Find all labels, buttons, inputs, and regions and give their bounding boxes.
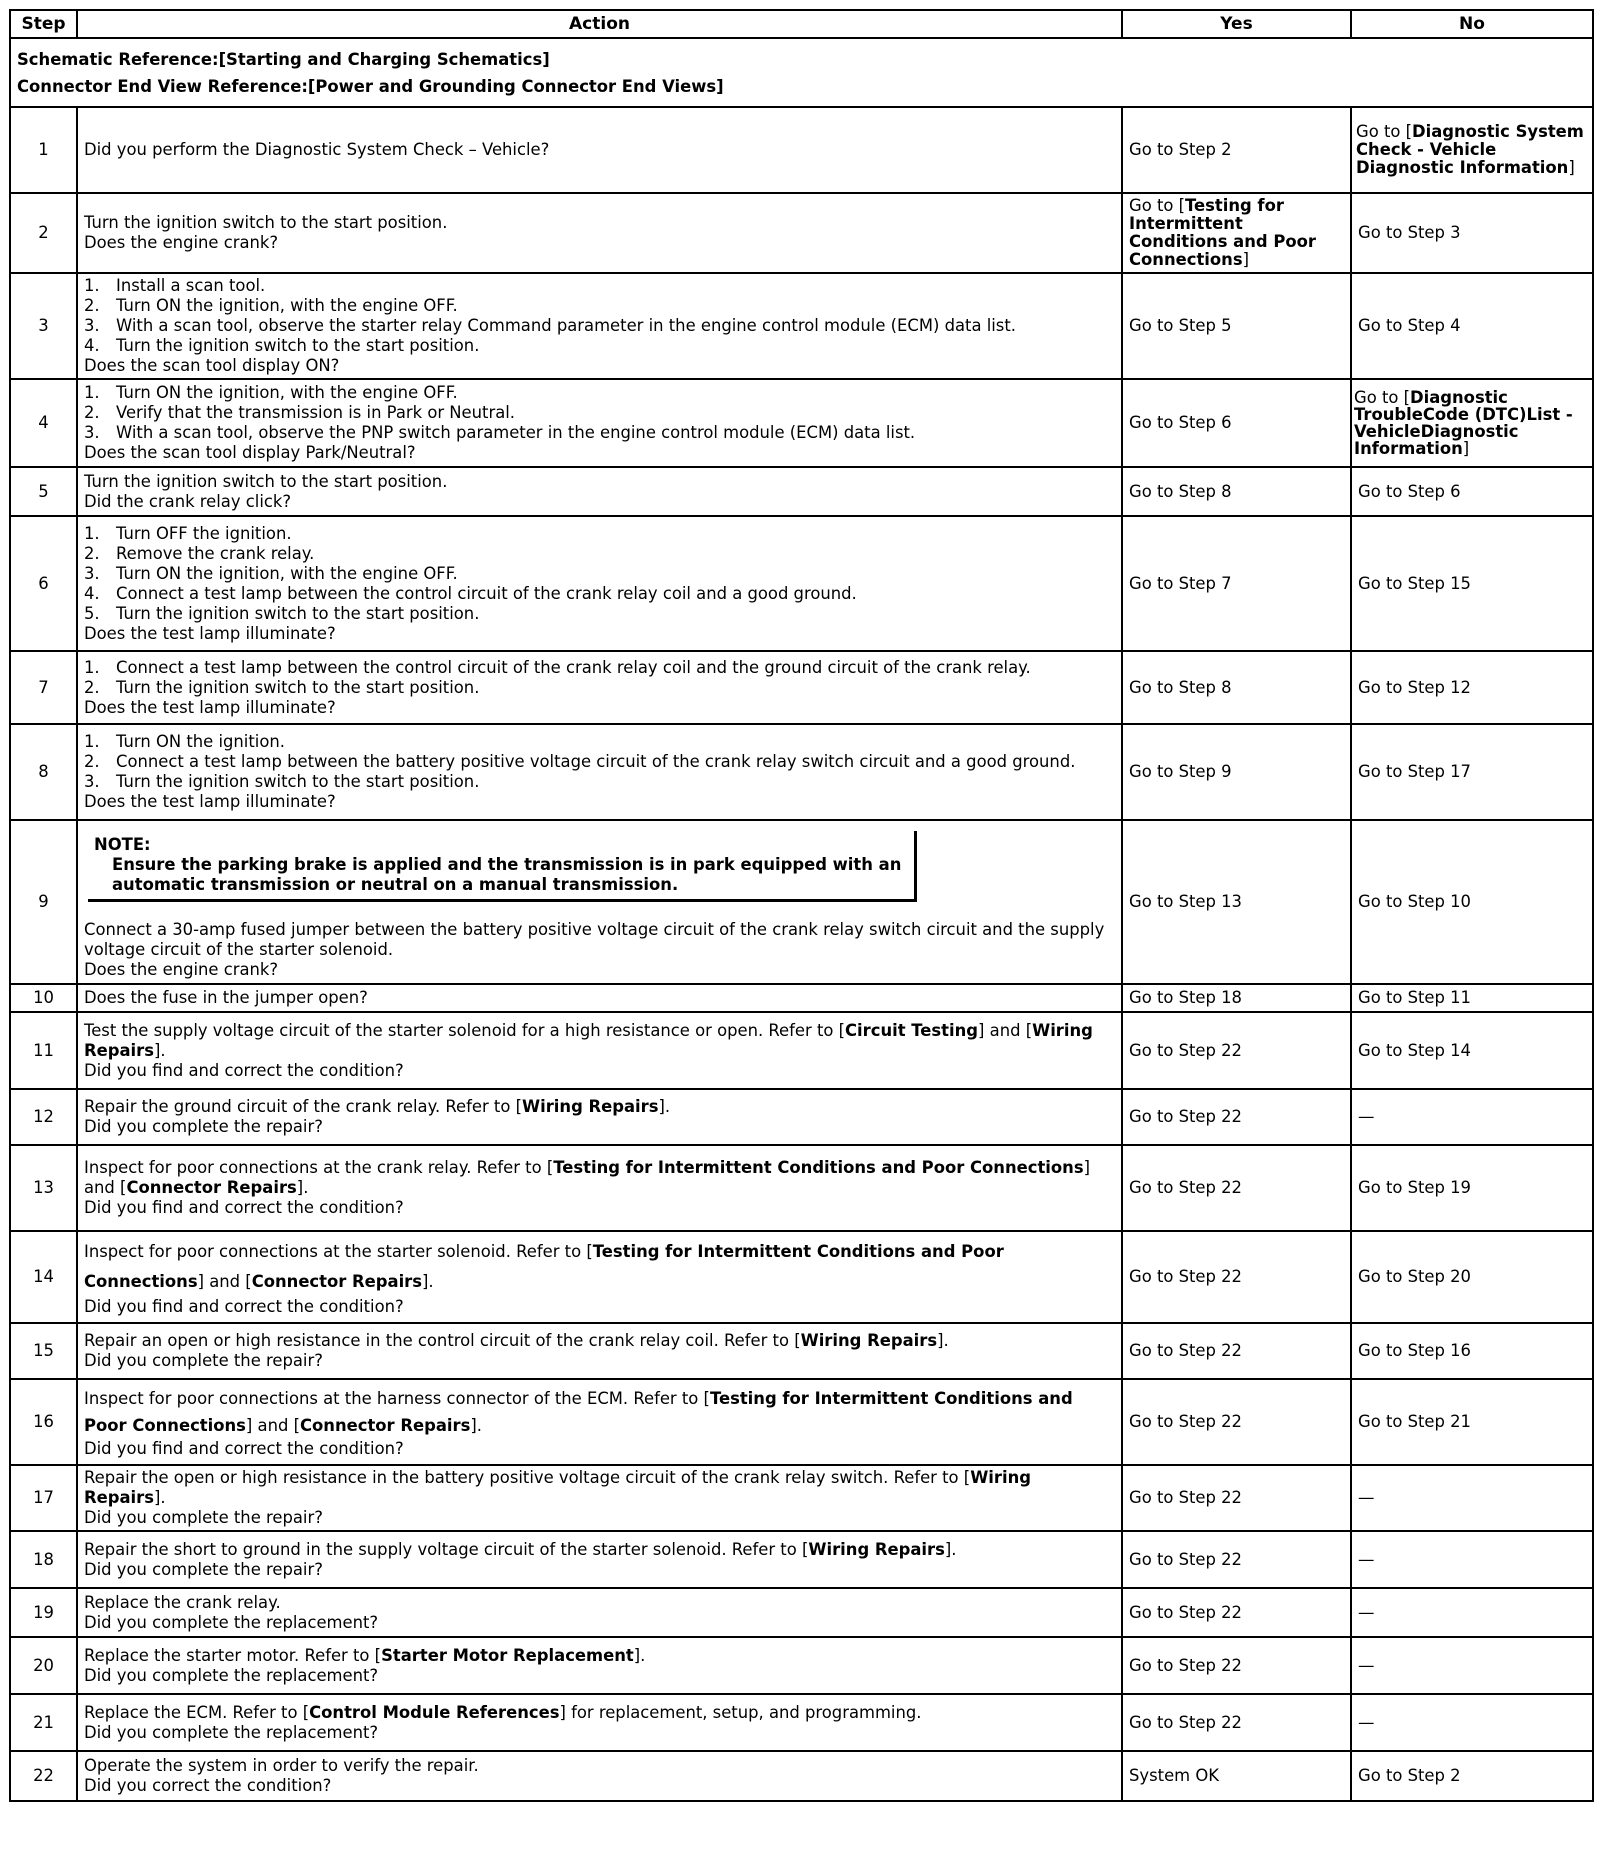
link-bracket: Go to [	[1129, 196, 1185, 215]
action-line: Connect a 30-amp fused jumper between the battery positive voltage circuit of the crank relay switch circuit and the supply voltage circuit of the starter solenoid.	[84, 919, 1105, 959]
list-item: 2. Verify that the transmission is in Park or Neutral.	[84, 403, 516, 422]
action-line: Test the supply voltage circuit of the starter solenoid for a high resistance or open. Refer to [Circuit Testing] and [Wiring Repairs].	[84, 1020, 1093, 1060]
step-number: 2	[10, 193, 77, 273]
action-line: Inspect for poor connections at the crank relay. Refer to [Testing for Intermittent Conditions and Poor Connections] and [Connector Repairs].	[84, 1158, 1091, 1197]
action-cell	[77, 1531, 1122, 1588]
list-item-text: With a scan tool, observe the starter relay Command parameter in the engine control module (ECM) data list.	[116, 316, 1016, 335]
step-number: 10	[10, 984, 77, 1012]
yes-cell[interactable]: Go to Step 22	[1122, 1089, 1351, 1145]
table-row	[10, 651, 1593, 724]
action-cell	[77, 1323, 1122, 1379]
note-box	[88, 831, 917, 902]
action-steps	[84, 524, 1115, 624]
action-text: Repair the open or high resistance in the battery positive voltage circuit of the crank relay switch. Refer to	[84, 1468, 964, 1487]
connector-repairs-link[interactable]: Connector Repairs	[251, 1272, 423, 1291]
starter-motor-replacement-link[interactable]: Starter Motor Replacement	[381, 1645, 634, 1665]
action-line: Replace the ECM. Refer to [Control Module References] for replacement, setup, and programming.	[84, 1702, 922, 1722]
list-item-text: Turn the ignition switch to the start position.	[116, 336, 480, 355]
action-cell	[77, 1231, 1122, 1323]
schematic-reference-label: Schematic Reference:	[17, 49, 219, 69]
question: Does the test lamp illuminate?	[84, 792, 336, 811]
yes-cell[interactable]: Go to Step 22	[1122, 1694, 1351, 1751]
step-number: 7	[10, 651, 77, 724]
step-number: 19	[10, 1588, 77, 1637]
action-cell	[77, 1637, 1122, 1694]
wiring-repairs-link[interactable]: Wiring Repairs	[800, 1331, 938, 1350]
action-line: Replace the starter motor. Refer to [Starter Motor Replacement].	[84, 1645, 646, 1665]
yes-cell[interactable]: Go to Step 8	[1122, 467, 1351, 516]
link-bracket: ]	[1242, 250, 1250, 269]
list-item-text: Turn ON the ignition.	[116, 732, 285, 751]
action-cell	[77, 1588, 1122, 1637]
table-row	[10, 1751, 1593, 1801]
step-number: 12	[10, 1089, 77, 1145]
action-cell	[77, 1465, 1122, 1531]
action-line: Repair the ground circuit of the crank relay. Refer to [Wiring Repairs].	[84, 1097, 671, 1116]
question: Does the test lamp illuminate?	[84, 623, 336, 643]
action-line: Operate the system in order to verify the repair.	[84, 1756, 479, 1775]
action-text: Replace the starter motor. Refer to	[84, 1645, 375, 1665]
no-cell: —	[1351, 1465, 1593, 1531]
action-text: and	[252, 1416, 294, 1435]
schematic-reference-link[interactable]: [Starting and Charging Schematics]	[218, 49, 550, 69]
yes-cell[interactable]: Go to Step 8	[1122, 651, 1351, 724]
list-item: 4. Connect a test lamp between the control circuit of the crank relay coil and a good ground.	[84, 583, 857, 603]
list-item-text: Turn the ignition switch to the start position.	[116, 677, 480, 697]
link-bracket: Go to [	[1356, 122, 1412, 141]
list-item: 1. Connect a test lamp between the control circuit of the crank relay coil and the ground circuit of the crank relay.	[84, 657, 1031, 677]
table-row	[10, 516, 1593, 651]
no-cell[interactable]	[1351, 379, 1593, 467]
yes-cell[interactable]: Go to Step 22	[1122, 1588, 1351, 1637]
question: Does the engine crank?	[84, 959, 279, 979]
step-number: 8	[10, 724, 77, 820]
action-cell	[77, 1379, 1122, 1465]
table-row	[10, 1531, 1593, 1588]
wiring-repairs-link[interactable]: Wiring Repairs	[84, 1468, 1032, 1507]
action-text: and	[204, 1272, 246, 1291]
table-row	[10, 379, 1593, 467]
testing-intermittent-link[interactable]: Testing for Intermittent Conditions and Poor Connections	[553, 1158, 1084, 1177]
action-text: Inspect for poor connections at the starter solenoid. Refer to	[84, 1242, 587, 1261]
action-text: Replace the ECM. Refer to	[84, 1702, 303, 1722]
link-bracket: Go to [	[1354, 388, 1410, 407]
question: Did you find and correct the condition?	[84, 1439, 404, 1458]
action-text: Repair the short to ground in the supply voltage circuit of the starter solenoid. Refer to	[84, 1539, 802, 1559]
question: Did you complete the replacement?	[84, 1612, 379, 1632]
list-item: 3. Turn ON the ignition, with the engine OFF.	[84, 563, 458, 583]
list-item-text: Connect a test lamp between the control circuit of the crank relay coil and the ground circuit of the crank relay.	[116, 657, 1031, 677]
no-cell[interactable]: Go to Step 4	[1351, 273, 1593, 379]
list-item: 1. Turn OFF the ignition.	[84, 523, 292, 543]
action-text: for replacement, setup, and programming.	[565, 1702, 922, 1722]
yes-cell[interactable]: Go to Step 22	[1122, 1323, 1351, 1379]
link-bracket: ]	[1462, 439, 1470, 458]
question: Did you find and correct the condition?	[84, 1198, 404, 1217]
action-line: Turn the ignition switch to the start position.	[84, 471, 448, 491]
table-row	[10, 1231, 1593, 1323]
yes-cell[interactable]: Go to Step 9	[1122, 724, 1351, 820]
header-action: Action	[77, 10, 1122, 38]
question: Did the crank relay click?	[84, 491, 292, 511]
list-item-text: Install a scan tool.	[116, 276, 266, 295]
reference-row	[10, 38, 1593, 107]
step-number: 1	[10, 107, 77, 193]
action-cell	[77, 1694, 1122, 1751]
yes-cell[interactable]: Go to Step 13	[1122, 820, 1351, 984]
no-cell: —	[1351, 1637, 1593, 1694]
step-number: 20	[10, 1637, 77, 1694]
table-row	[10, 820, 1593, 984]
table-row	[10, 1323, 1593, 1379]
no-cell: —	[1351, 1694, 1593, 1751]
list-item: 5. Turn the ignition switch to the start position.	[84, 603, 480, 623]
yes-cell[interactable]: Go to Step 22	[1122, 1465, 1351, 1531]
question: Did you perform the Diagnostic System Check – Vehicle?	[84, 140, 550, 159]
diagnostic-table	[9, 9, 1594, 1802]
list-item-text: Turn the ignition switch to the start position.	[116, 772, 480, 791]
list-item-text: Turn ON the ignition, with the engine OFF.	[116, 563, 458, 583]
list-item-text: With a scan tool, observe the PNP switch parameter in the engine control module (ECM) data list.	[116, 423, 916, 442]
action-cell	[77, 516, 1122, 651]
action-line: Inspect for poor connections at the starter solenoid. Refer to [Testing for Intermittent Conditions and Poor Connections] and [Connector Repairs].	[84, 1242, 1004, 1291]
no-cell[interactable]: Go to Step 11	[1351, 984, 1593, 1012]
question: Did you correct the condition?	[84, 1776, 332, 1795]
question: Did you find and correct the condition?	[84, 1297, 404, 1316]
action-steps	[84, 658, 1115, 698]
testing-intermittent-link[interactable]: Testing for Intermittent Conditions and Poor Connections	[84, 1389, 1073, 1435]
references-cell	[10, 38, 1593, 107]
step-number: 11	[10, 1012, 77, 1089]
action-text: Inspect for poor connections at the crank relay. Refer to	[84, 1158, 547, 1177]
yes-cell[interactable]: Go to Step 7	[1122, 516, 1351, 651]
yes-cell[interactable]: Go to Step 2	[1122, 107, 1351, 193]
step-number: 6	[10, 516, 77, 651]
table-header-row	[10, 10, 1593, 38]
action-cell	[77, 1012, 1122, 1089]
action-line: Repair an open or high resistance in the control circuit of the crank relay coil. Refer to [Wiring Repairs].	[84, 1331, 949, 1350]
no-cell[interactable]: Go to Step 2	[1351, 1751, 1593, 1801]
yes-cell[interactable]	[1122, 193, 1351, 273]
no-cell[interactable]: Go to Step 12	[1351, 651, 1593, 724]
connector-reference-link[interactable]: [Power and Grounding Connector End Views]	[307, 76, 724, 96]
step-number: 18	[10, 1531, 77, 1588]
list-item-text: Connect a test lamp between the control circuit of the crank relay coil and a good ground.	[116, 583, 857, 603]
table-row	[10, 1588, 1593, 1637]
question: Did you find and correct the condition?	[84, 1060, 404, 1080]
no-cell[interactable]: Go to Step 16	[1351, 1323, 1593, 1379]
step-number: 4	[10, 379, 77, 467]
header-no: No	[1351, 10, 1593, 38]
action-text: and	[84, 1178, 121, 1197]
table-row	[10, 1379, 1593, 1465]
yes-cell: System OK	[1122, 1751, 1351, 1801]
table-row	[10, 467, 1593, 516]
list-item-text: Turn the ignition switch to the start position.	[116, 603, 480, 623]
question: Did you complete the replacement?	[84, 1665, 379, 1685]
step-number: 5	[10, 467, 77, 516]
question: Did you complete the repair?	[84, 1508, 323, 1527]
yes-cell[interactable]: Go to Step 22	[1122, 1637, 1351, 1694]
no-cell: —	[1351, 1588, 1593, 1637]
yes-cell[interactable]: Go to Step 22	[1122, 1012, 1351, 1089]
table-row	[10, 1012, 1593, 1089]
schematic-reference	[17, 46, 1586, 73]
step-number: 22	[10, 1751, 77, 1801]
yes-cell[interactable]: Go to Step 22	[1122, 1379, 1351, 1465]
action-cell	[77, 467, 1122, 516]
action-cell	[77, 1145, 1122, 1231]
action-steps	[84, 383, 1115, 443]
question: Does the engine crank?	[84, 233, 279, 252]
yes-cell[interactable]: Go to Step 5	[1122, 273, 1351, 379]
question: Does the test lamp illuminate?	[84, 697, 336, 717]
no-cell[interactable]: Go to Step 3	[1351, 193, 1593, 273]
table-row	[10, 1145, 1593, 1231]
header-step: Step	[10, 10, 77, 38]
table-row	[10, 1637, 1593, 1694]
no-cell[interactable]: Go to Step 10	[1351, 820, 1593, 984]
list-item-text: Verify that the transmission is in Park or Neutral.	[116, 403, 516, 422]
note-body: Ensure the parking brake is applied and the transmission is in park equipped with an automatic transmission or neutral on a manual transmission.	[112, 854, 902, 894]
table-row	[10, 193, 1593, 273]
list-item-text: Remove the crank relay.	[116, 543, 315, 563]
list-item: 2. Turn the ignition switch to the start position.	[84, 677, 480, 697]
no-cell: —	[1351, 1531, 1593, 1588]
list-item-text: Turn ON the ignition, with the engine OFF.	[116, 296, 458, 315]
list-item: 1. Install a scan tool.	[84, 276, 266, 295]
yes-cell[interactable]: Go to Step 22	[1122, 1145, 1351, 1231]
question: Does the fuse in the jumper open?	[84, 988, 368, 1007]
no-cell[interactable]: Go to Step 6	[1351, 467, 1593, 516]
action-line: Repair the open or high resistance in the battery positive voltage circuit of the crank relay switch. Refer to [Wiring Repairs].	[84, 1468, 1032, 1507]
action-cell	[77, 984, 1122, 1012]
question: Did you complete the repair?	[84, 1559, 323, 1579]
action-line: Inspect for poor connections at the harness connector of the ECM. Refer to [Testing for Intermittent Conditions and Poor Connections] and [Connector Repairs].	[84, 1389, 1073, 1435]
step-number: 16	[10, 1379, 77, 1465]
header-yes: Yes	[1122, 10, 1351, 38]
table-row	[10, 1465, 1593, 1531]
table-row	[10, 1694, 1593, 1751]
circuit-testing-link[interactable]: Circuit Testing	[845, 1020, 979, 1040]
question: Did you complete the repair?	[84, 1351, 323, 1370]
connector-reference-label: Connector End View Reference:	[17, 76, 308, 96]
testing-intermittent-link[interactable]: Testing for Intermittent Conditions and Poor Connections	[1129, 196, 1316, 269]
question: Did you complete the replacement?	[84, 1722, 379, 1742]
yes-cell[interactable]: Go to Step 6	[1122, 379, 1351, 467]
action-steps	[84, 732, 1115, 792]
list-item: 2. Connect a test lamp between the battery positive voltage circuit of the crank relay switch circuit and a good ground.	[84, 752, 1076, 771]
action-cell	[77, 379, 1122, 467]
no-cell: —	[1351, 1089, 1593, 1145]
action-cell	[77, 724, 1122, 820]
step-number: 14	[10, 1231, 77, 1323]
action-steps	[84, 276, 1115, 356]
no-cell[interactable]: Go to Step 21	[1351, 1379, 1593, 1465]
action-cell	[77, 193, 1122, 273]
step-number: 9	[10, 820, 77, 984]
list-item: 2. Turn ON the ignition, with the engine OFF.	[84, 296, 458, 315]
action-cell	[77, 1089, 1122, 1145]
no-cell[interactable]: Go to Step 20	[1351, 1231, 1593, 1323]
link-bracket: ]	[1568, 158, 1575, 177]
diagnostic-system-check-link[interactable]: Diagnostic System Check - Vehicle Diagnostic Information	[1356, 122, 1584, 177]
wiring-repairs-link[interactable]: Wiring Repairs	[808, 1539, 945, 1559]
no-cell[interactable]: Go to Step 14	[1351, 1012, 1593, 1089]
step-number: 21	[10, 1694, 77, 1751]
question: Does the scan tool display Park/Neutral?	[84, 443, 416, 462]
list-item: 4. Turn the ignition switch to the start position.	[84, 336, 480, 355]
list-item-text: Connect a test lamp between the battery positive voltage circuit of the crank relay switch circuit and a good ground.	[116, 752, 1076, 771]
action-cell	[77, 651, 1122, 724]
list-item: 3. With a scan tool, observe the PNP switch parameter in the engine control module (ECM) data list.	[84, 423, 916, 442]
action-cell	[77, 1751, 1122, 1801]
no-cell[interactable]: Go to Step 15	[1351, 516, 1593, 651]
action-text: Test the supply voltage circuit of the starter solenoid for a high resistance or open. Refer to	[84, 1020, 839, 1040]
dtc-list-link[interactable]: Diagnostic TroubleCode (DTC)List - VehicleDiagnostic Information	[1354, 388, 1573, 458]
connector-reference	[17, 73, 1586, 100]
question: Does the scan tool display ON?	[84, 356, 340, 375]
action-cell	[77, 820, 1122, 984]
table-row	[10, 1089, 1593, 1145]
list-item: 1. Turn ON the ignition, with the engine OFF.	[84, 383, 458, 402]
action-text: Inspect for poor connections at the harness connector of the ECM. Refer to	[84, 1389, 704, 1408]
table-row	[10, 724, 1593, 820]
action-text: Repair the ground circuit of the crank relay. Refer to	[84, 1097, 516, 1116]
step-number: 15	[10, 1323, 77, 1379]
control-module-references-link[interactable]: Control Module References	[309, 1702, 560, 1722]
action-line: Turn the ignition switch to the start position.	[84, 213, 448, 232]
action-line: Replace the crank relay.	[84, 1592, 281, 1612]
step-number: 13	[10, 1145, 77, 1231]
list-item: 3. With a scan tool, observe the starter relay Command parameter in the engine control module (ECM) data list.	[84, 316, 1016, 335]
testing-intermittent-link[interactable]: Testing for Intermittent Conditions and Poor Connections	[84, 1242, 1004, 1291]
list-item: 3. Turn the ignition switch to the start position.	[84, 772, 480, 791]
table-row	[10, 107, 1593, 193]
no-cell[interactable]: Go to Step 19	[1351, 1145, 1593, 1231]
step-number: 3	[10, 273, 77, 379]
action-cell	[77, 107, 1122, 193]
connector-repairs-link[interactable]: Connector Repairs	[126, 1178, 297, 1197]
yes-cell[interactable]: Go to Step 18	[1122, 984, 1351, 1012]
yes-cell[interactable]: Go to Step 22	[1122, 1531, 1351, 1588]
action-text: and	[984, 1020, 1026, 1040]
list-item-text: Turn ON the ignition, with the engine OFF.	[116, 383, 458, 402]
no-cell[interactable]: Go to Step 17	[1351, 724, 1593, 820]
action-cell	[77, 273, 1122, 379]
action-line: Repair the short to ground in the supply voltage circuit of the starter solenoid. Refer to [Wiring Repairs].	[84, 1539, 957, 1559]
question: Did you complete the repair?	[84, 1117, 323, 1136]
table-row	[10, 984, 1593, 1012]
table-row	[10, 273, 1593, 379]
note-title: NOTE:	[94, 834, 151, 854]
list-item: 1. Turn ON the ignition.	[84, 732, 285, 751]
action-text: Repair an open or high resistance in the control circuit of the crank relay coil. Refer to	[84, 1331, 795, 1350]
yes-cell[interactable]: Go to Step 22	[1122, 1231, 1351, 1323]
step-number: 17	[10, 1465, 77, 1531]
no-cell[interactable]	[1351, 107, 1593, 193]
list-item: 2. Remove the crank relay.	[84, 543, 315, 563]
connector-repairs-link[interactable]: Connector Repairs	[300, 1416, 471, 1435]
wiring-repairs-link[interactable]: Wiring Repairs	[522, 1097, 659, 1116]
wiring-repairs-link[interactable]: Wiring Repairs	[84, 1020, 1093, 1060]
list-item-text: Turn OFF the ignition.	[116, 523, 292, 543]
